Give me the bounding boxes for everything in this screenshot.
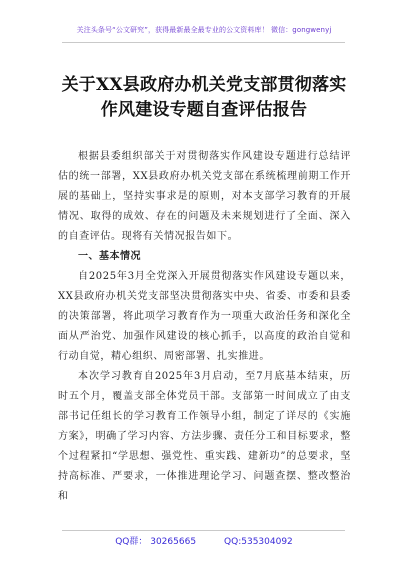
body-paragraph-1: 自2025年3月全党深入开展贯彻落实作风建设专题以来，XX县政府办机关党支部坚决贯彻落实中央、省委、市委和县委的决策部署，将此项学习教育作为一项重大政治任务和深化全面从严治党、加强作风建设的核心抓手，以高度的政治自觉和行动自觉，精心组织、周密部署、扎实推进。 xyxy=(58,271,351,362)
document-title-line-2: 作风建设专题自查评估报告 xyxy=(100,100,308,120)
body-paragraph-2: 本次学习教育自2025年3月启动，至7月底基本结束，历时五个月，覆盖支部全体党员干部。支部第一时间成立了由支部书记任组长的学习教育工作领导小组，制定了详尽的《实施方案》，明确了学习内容、方法步骤、责任分工和目标要求，整个过程紧扣“学思想、强党性、重实践、建新功”的总要求，坚持高标准、严要求，一体推进理论学习、问题查摆、整改整治和 xyxy=(58,371,351,502)
document-title-line-1: 关于XX县政府办机关党支部贯彻落实 xyxy=(61,75,347,95)
header-divider xyxy=(62,42,345,43)
document-title xyxy=(0,73,408,123)
footer-divider xyxy=(62,530,345,531)
header-promo-note: 关注头条号“公文研究”，获得最新最全最专业的公文资料库！ 微信：gongwenyj xyxy=(76,26,332,34)
footer-qq-group: QQ群： 30265665 xyxy=(115,537,197,547)
intro-paragraph: 根据县委组织部关于对贯彻落实作风建设专题进行总结评估的统一部署，XX县政府办机关党支部在系统梳理前期工作开展的基础上，坚持实事求是的原则，对本支部学习教育的开展情况、取得的成效、存在的问题及未来规划进行了全面、深入的自查评估。现将有关情况报告如下。 xyxy=(58,151,351,242)
section-heading-basic-situation: 一、基本情况 xyxy=(78,251,141,262)
document-body xyxy=(58,147,351,507)
footer-qq: QQ:535304092 xyxy=(224,537,293,547)
footer-contact xyxy=(0,534,408,547)
